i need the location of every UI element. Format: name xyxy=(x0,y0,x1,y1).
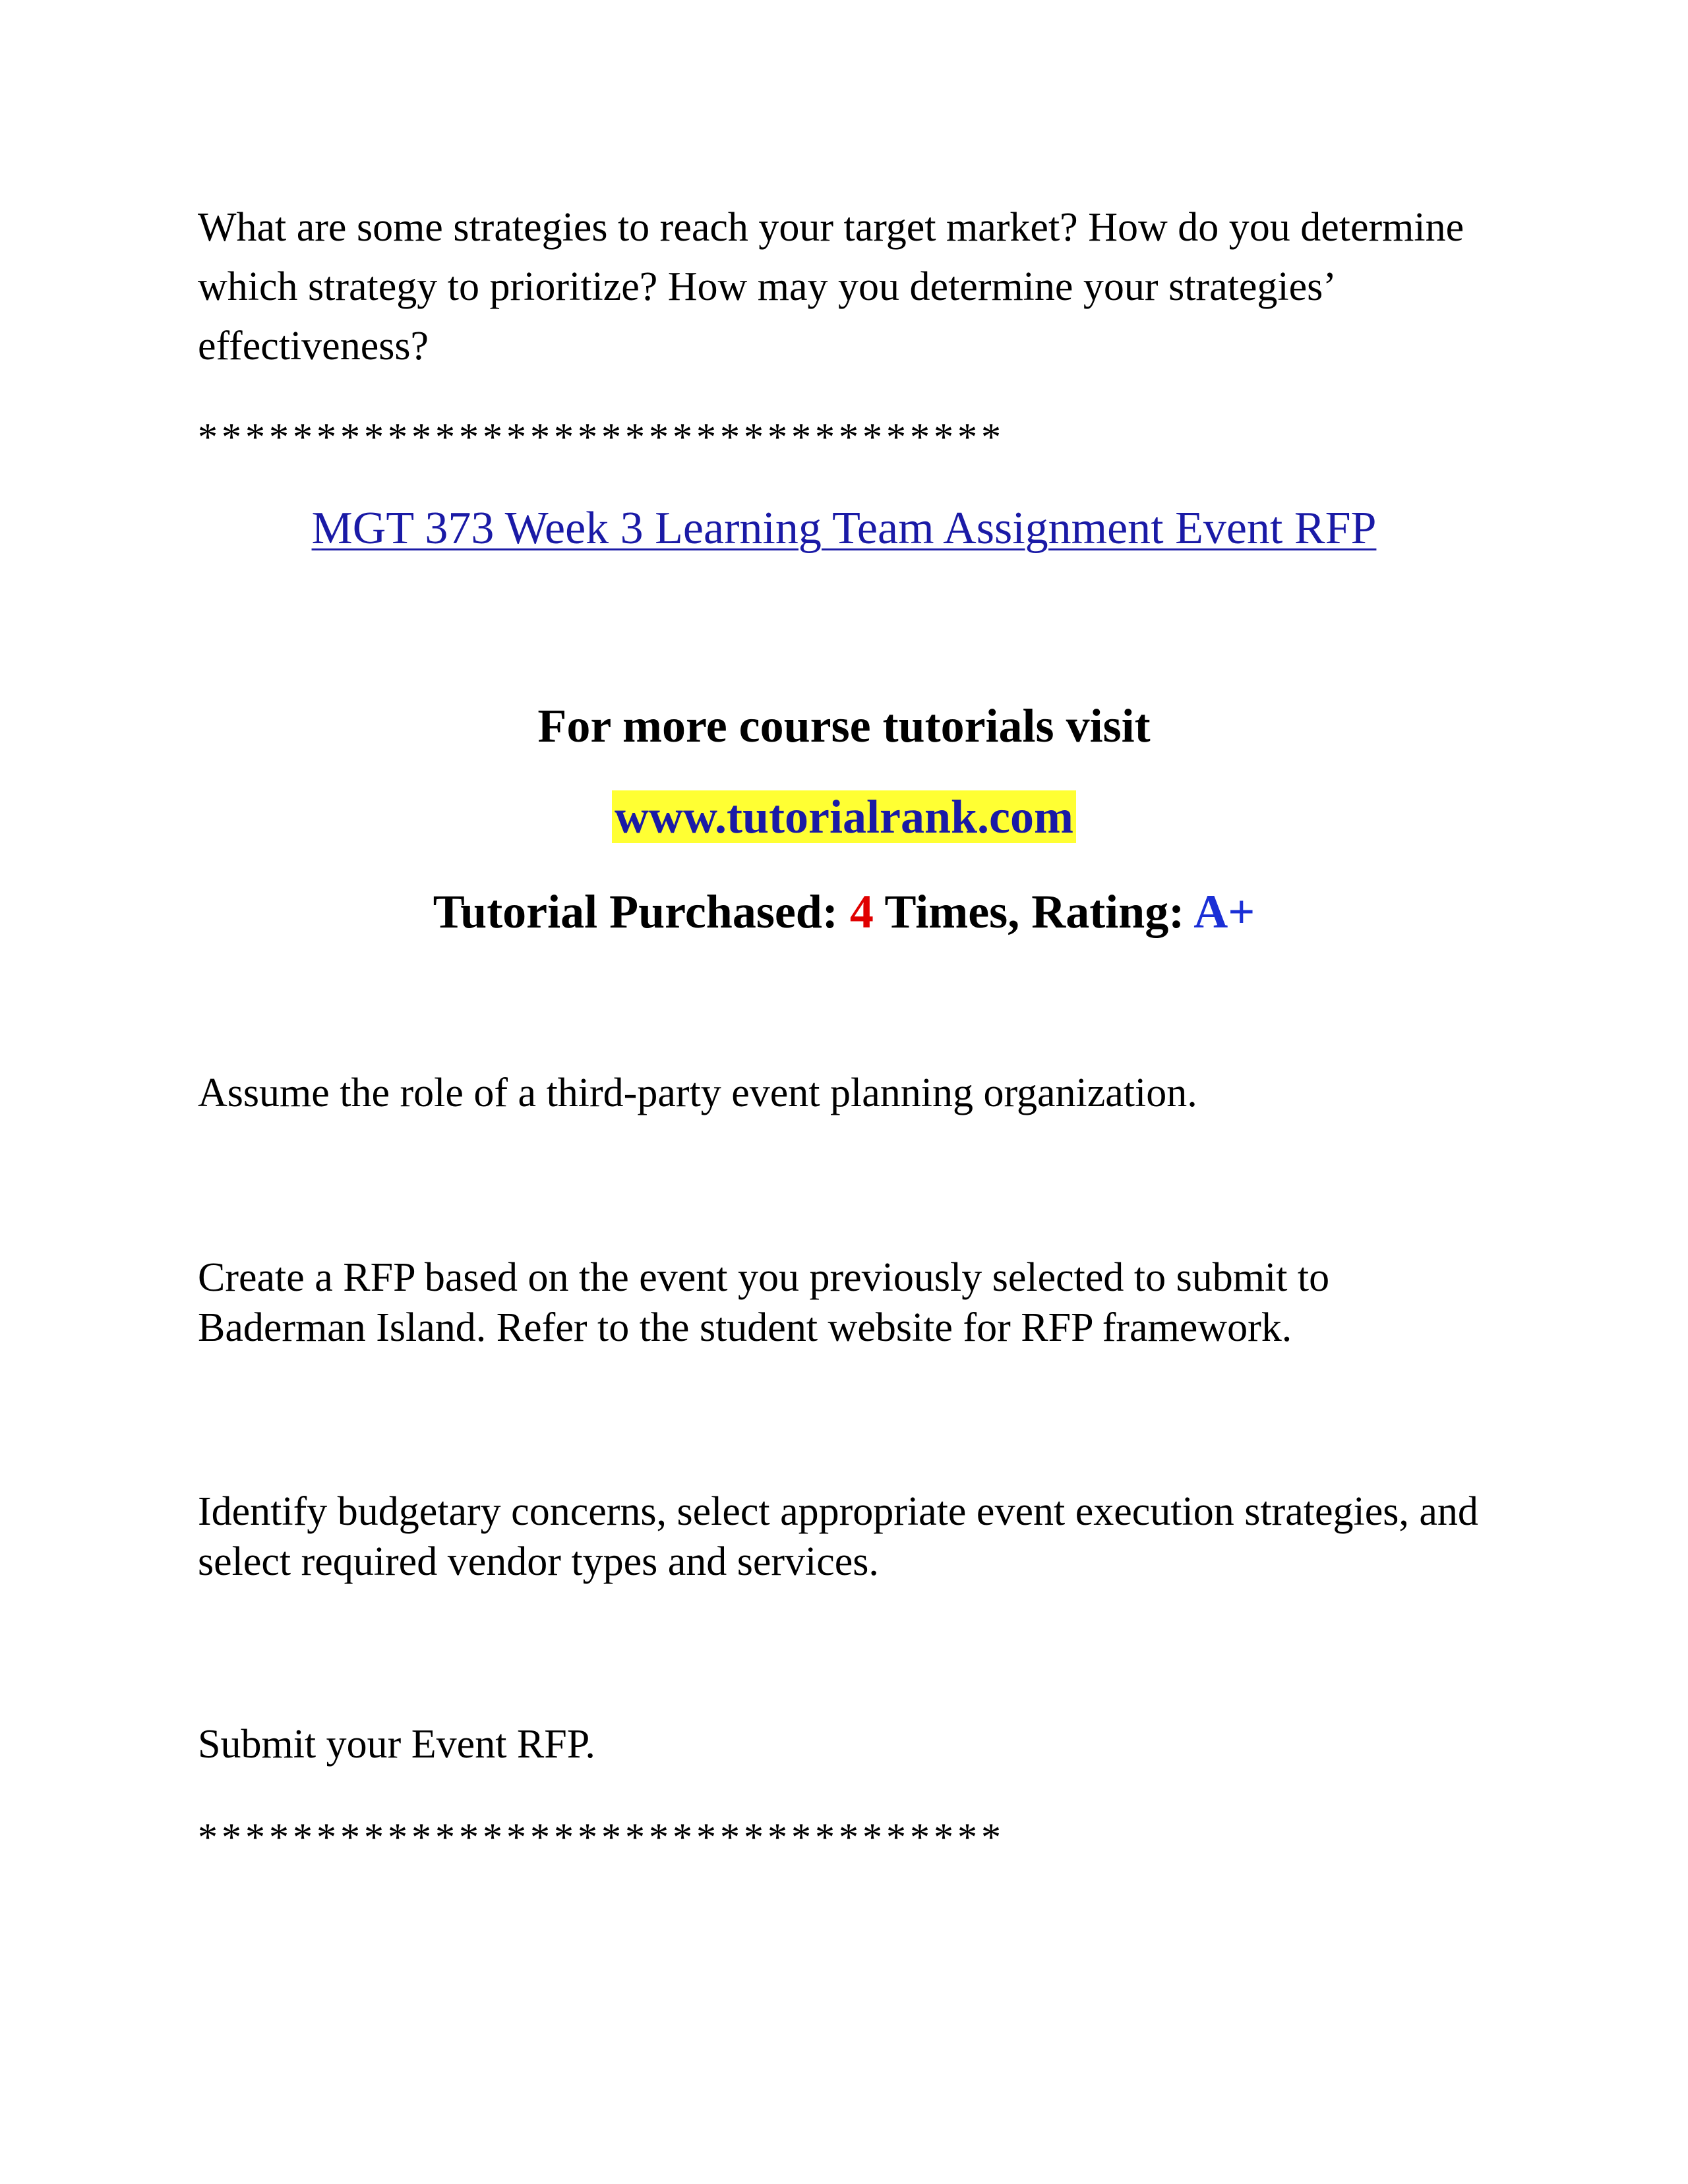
title-link[interactable]: MGT 373 Week 3 Learning Team Assignment Event RFP xyxy=(311,503,1377,554)
promo-heading: For more course tutorials visit xyxy=(537,699,1151,752)
paragraph-create-rfp: Create a RFP based on the event you previously selected to submit to Baderman Island. Refer to the student website for RFP framework. xyxy=(198,1255,1330,1350)
paragraph-submit: Submit your Event RFP. xyxy=(198,1722,595,1767)
purchased-label: Tutorial Purchased: xyxy=(433,885,850,938)
title-link-line xyxy=(0,502,1688,555)
purchase-rating-line xyxy=(0,885,1688,939)
promo-url-line xyxy=(0,790,1688,844)
separator-top: ********************************** xyxy=(198,415,1005,459)
purchased-count: 4 xyxy=(849,885,874,938)
separator-bottom: ********************************** xyxy=(198,1815,1005,1859)
paragraph-budget: Identify budgetary concerns, select appropriate event execution strategies, and select required vendor types and services. xyxy=(198,1489,1478,1584)
paragraph-role: Assume the role of a third-party event planning organization. xyxy=(198,1071,1197,1115)
times-rating-label: Times, Rating: xyxy=(873,885,1194,938)
intro-question-paragraph: What are some strategies to reach your target market? How do you determine which strategy to prioritize? How may you determine your strategies’ effectiveness? xyxy=(198,205,1464,369)
rating-value: A+ xyxy=(1193,885,1255,938)
promo-url-link[interactable]: www.tutorialrank.com xyxy=(612,790,1076,843)
